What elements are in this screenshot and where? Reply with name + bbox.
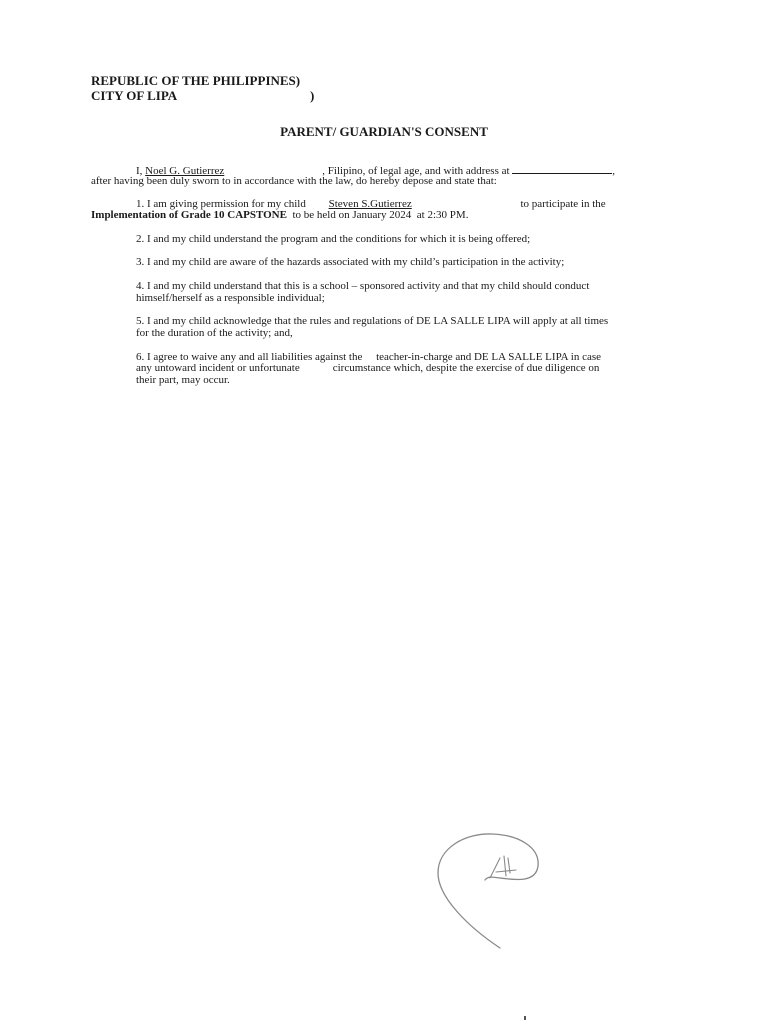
header-republic: REPUBLIC OF THE PHILIPPINES) — [91, 73, 301, 88]
item-1-prefix: 1. I am giving permission for my child — [136, 198, 309, 210]
intro-prefix: I, — [136, 165, 146, 177]
item-6-line-1: 6. I agree to waive any and all liabilities against the teacher-in-charge and DE LA SALLE LIPA in case — [136, 351, 601, 363]
item-5-line-2: for the duration of the activity; and, — [136, 327, 293, 339]
item-6-line-3: their part, may occur. — [136, 374, 230, 386]
item-4-line-1: 4. I and my child understand that this is a school – sponsored activity and that my child should conduct — [136, 280, 590, 292]
event-name: Implementation of Grade 10 CAPSTONE — [91, 209, 287, 221]
intro-after-name: , Filipino, of legal age, and with address at — [322, 165, 513, 177]
event-schedule: to be held on January 2024 at 2:30 PM. — [286, 209, 469, 221]
address-field — [512, 163, 612, 174]
intro-after-address: , — [612, 165, 616, 177]
stray-mark — [524, 1016, 526, 1020]
item-3: 3. I and my child are aware of the hazards associated with my child’s participation in the activity; — [136, 256, 565, 268]
signature-mark — [430, 828, 550, 958]
header-city-text: CITY OF LIPA — [91, 88, 178, 103]
item-2: 2. I and my child understand the program and the conditions for which it is being offered; — [136, 233, 531, 245]
item-5-line-1: 5. I and my child acknowledge that the rules and regulations of DE LA SALLE LIPA will apply at all times — [136, 315, 609, 327]
header-city — [91, 88, 315, 103]
item-4-line-2: himself/herself as a responsible individual; — [136, 292, 325, 304]
header-city-paren: ) — [310, 88, 315, 103]
item-1-suffix: to participate in the — [517, 198, 606, 210]
child-name: Steven S.Gutierrez — [328, 198, 412, 210]
parent-name: Noel G. Gutierrez — [145, 165, 225, 177]
item-6-line-2: any untoward incident or unfortunate circumstance which, despite the exercise of due diligence on — [136, 362, 600, 374]
intro-line-2: after having been duly sworn to in accordance with the law, do hereby depose and state that: — [91, 175, 497, 187]
item-1-line-2 — [91, 209, 468, 222]
page-title: PARENT/ GUARDIAN'S CONSENT — [280, 124, 488, 139]
